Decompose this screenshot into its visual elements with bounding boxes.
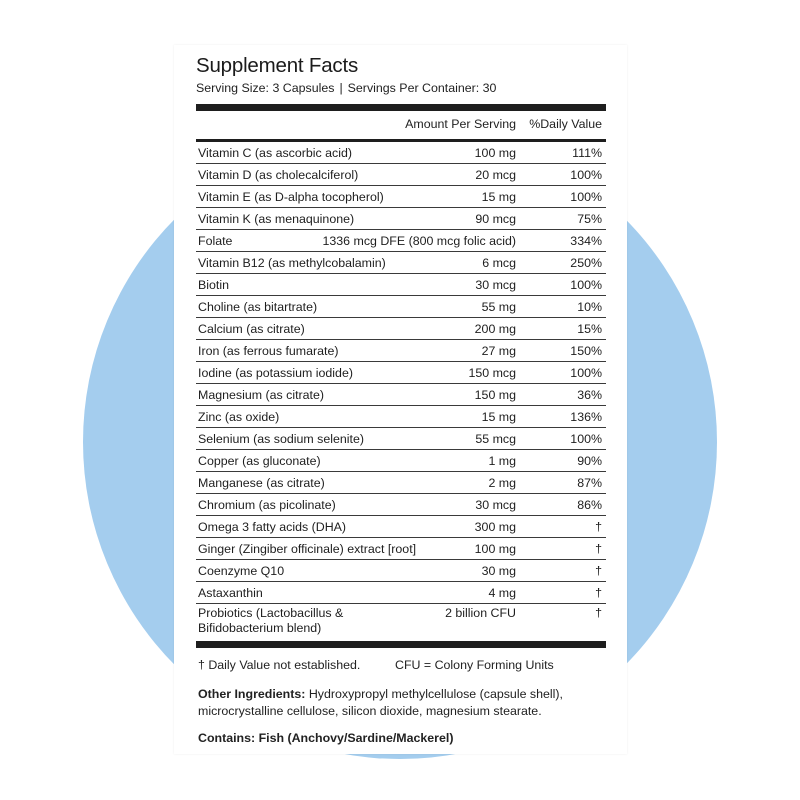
nutrient-name: Vitamin E (as D-alpha tocopherol) — [198, 190, 384, 204]
allergen-statement: Contains: Fish (Anchovy/Sardine/Mackerel) — [198, 731, 454, 745]
amount-per-serving-header: Amount Per Serving — [405, 117, 516, 131]
table-row — [196, 428, 606, 450]
nutrient-name: Ginger (Zingiber officinale) extract [root] — [198, 542, 417, 556]
nutrient-daily-value: 100% — [570, 278, 602, 292]
nutrient-daily-value: 334% — [570, 234, 602, 248]
table-row — [196, 450, 606, 472]
nutrient-name: Biotin — [198, 278, 229, 292]
nutrient-name: Magnesium (as citrate) — [198, 388, 325, 402]
table-row — [196, 274, 606, 296]
table-row — [196, 362, 606, 384]
nutrient-daily-value: 100% — [570, 190, 602, 204]
nutrient-name: Omega 3 fatty acids (DHA) — [198, 520, 347, 534]
nutrient-amount: 55 mcg — [475, 432, 516, 446]
table-row — [196, 516, 606, 538]
table-row — [196, 164, 606, 186]
nutrient-name: Coenzyme Q10 — [198, 564, 285, 578]
nutrient-name-line1: Probiotics (Lactobacillus & — [198, 606, 344, 620]
table-row — [196, 384, 606, 406]
nutrient-daily-value: 36% — [577, 388, 602, 402]
nutrient-amount: 1336 mcg DFE (800 mcg folic acid) — [322, 234, 516, 248]
serving-size: Serving Size: 3 Capsules — [196, 81, 335, 95]
supplement-facts-panel — [174, 45, 627, 754]
nutrient-amount: 150 mcg — [468, 366, 516, 380]
bottom-rule — [196, 641, 606, 648]
nutrient-name: Vitamin D (as cholecalciferol) — [198, 168, 359, 182]
nutrient-amount: 1 mg — [488, 454, 516, 468]
nutrient-name: Calcium (as citrate) — [198, 322, 305, 336]
nutrient-daily-value: † — [595, 606, 602, 620]
table-row — [196, 230, 606, 252]
nutrient-daily-value: 111% — [572, 146, 602, 160]
nutrient-amount: 100 mg — [474, 146, 516, 160]
nutrient-daily-value: † — [595, 564, 602, 578]
nutrient-daily-value: 100% — [570, 366, 602, 380]
table-row — [196, 142, 606, 164]
nutrient-name: Iron (as ferrous fumarate) — [198, 344, 339, 358]
nutrient-name: Zinc (as oxide) — [198, 410, 280, 424]
nutrient-daily-value: † — [595, 520, 602, 534]
serving-separator: | — [339, 81, 343, 95]
table-row — [196, 318, 606, 340]
nutrient-daily-value: † — [595, 586, 602, 600]
table-row — [196, 406, 606, 428]
table-row — [196, 208, 606, 230]
other-ingredients — [196, 686, 606, 719]
nutrient-daily-value: 75% — [577, 212, 602, 226]
facts-title: Supplement Facts — [196, 54, 359, 77]
nutrient-amount: 27 mg — [481, 344, 516, 358]
table-row — [196, 340, 606, 362]
footnotes — [196, 654, 606, 676]
nutrient-name: Vitamin K (as menaquinone) — [198, 212, 355, 226]
column-headers — [196, 111, 606, 135]
supplement-facts-content — [196, 53, 606, 745]
table-row — [196, 604, 606, 639]
nutrient-daily-value: 10% — [577, 300, 602, 314]
table-row — [196, 296, 606, 318]
table-row — [196, 472, 606, 494]
nutrient-name: Folate — [198, 234, 233, 248]
nutrient-daily-value: 15% — [577, 322, 602, 336]
table-row — [196, 186, 606, 208]
nutrient-daily-value: 100% — [570, 432, 602, 446]
other-ingredients-text: Hydroxypropyl methylcellulose (capsule shell), microcrystalline cellulose, silicon dioxide, magnesium stearate. — [198, 687, 563, 718]
nutrient-name: Chromium (as picolinate) — [198, 498, 336, 512]
nutrient-amount: 4 mg — [488, 586, 516, 600]
nutrient-amount: 300 mg — [474, 520, 516, 534]
footnote-daily-value: † Daily Value not established. — [198, 658, 361, 672]
nutrient-name-line2: Bifidobacterium blend) — [198, 621, 322, 635]
nutrient-daily-value: 150% — [570, 344, 602, 358]
nutrient-amount: 55 mg — [481, 300, 516, 314]
nutrient-amount: 15 mg — [481, 190, 516, 204]
nutrient-name: Copper (as gluconate) — [198, 454, 321, 468]
nutrient-name: Choline (as bitartrate) — [198, 300, 318, 314]
nutrient-amount: 150 mg — [474, 388, 516, 402]
nutrient-name: Manganese (as citrate) — [198, 476, 325, 490]
nutrient-daily-value: 90% — [577, 454, 602, 468]
nutrient-amount: 30 mcg — [475, 498, 516, 512]
nutrient-amount: 30 mcg — [475, 278, 516, 292]
nutrient-list — [196, 142, 606, 639]
nutrient-name: Vitamin B12 (as methylcobalamin) — [198, 256, 386, 270]
nutrient-daily-value: † — [595, 542, 602, 556]
nutrient-daily-value: 136% — [570, 410, 602, 424]
nutrient-name: Vitamin C (as ascorbic acid) — [198, 146, 353, 160]
table-row — [196, 252, 606, 274]
nutrient-daily-value: 86% — [577, 498, 602, 512]
table-row — [196, 494, 606, 516]
nutrient-amount: 100 mg — [474, 542, 516, 556]
nutrient-name: Astaxanthin — [198, 586, 263, 600]
nutrient-amount: 90 mcg — [475, 212, 516, 226]
table-row — [196, 582, 606, 604]
top-rule — [196, 104, 606, 111]
nutrient-amount: 2 mg — [488, 476, 516, 490]
serving-info — [196, 80, 606, 96]
nutrient-amount: 200 mg — [474, 322, 516, 336]
nutrient-daily-value: 87% — [577, 476, 602, 490]
nutrient-name: Selenium (as sodium selenite) — [198, 432, 364, 446]
nutrient-name — [198, 606, 343, 636]
servings-per-container: Servings Per Container: 30 — [347, 81, 497, 95]
other-ingredients-label: Other Ingredients: — [198, 687, 306, 701]
daily-value-header: %Daily Value — [529, 117, 602, 131]
table-row — [196, 560, 606, 582]
table-row — [196, 538, 606, 560]
nutrient-name: Iodine (as potassium iodide) — [198, 366, 353, 380]
nutrient-amount: 6 mcg — [482, 256, 516, 270]
nutrient-daily-value: 250% — [570, 256, 602, 270]
nutrient-amount: 30 mg — [481, 564, 516, 578]
nutrient-amount: 20 mcg — [475, 168, 516, 182]
nutrient-amount: 15 mg — [481, 410, 516, 424]
nutrient-daily-value: 100% — [570, 168, 602, 182]
footnote-cfu: CFU = Colony Forming Units — [395, 658, 554, 672]
nutrient-amount: 2 billion CFU — [445, 606, 516, 620]
